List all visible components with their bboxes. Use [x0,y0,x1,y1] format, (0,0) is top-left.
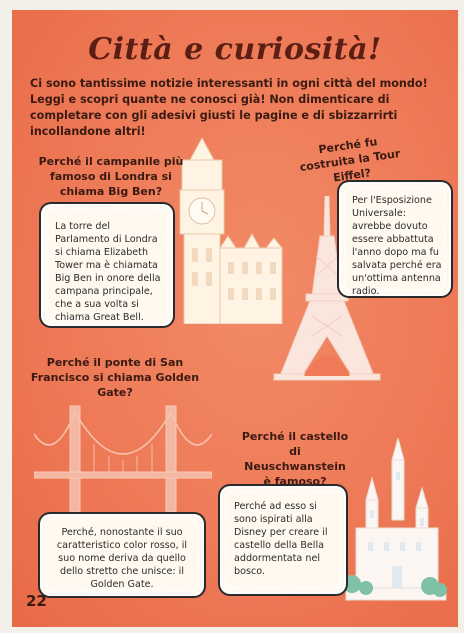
question-eiffel: Perché fu costruita la Tour Eiffel? [298,135,402,185]
castle-illustration [338,438,448,610]
page-title: Città e curiosità! [88,32,382,67]
answer-card-big-ben [43,206,171,324]
golden-gate-illustration [34,404,212,514]
answer-card-golden-gate [42,516,202,594]
answer-text-big-ben: La torre del Parlamento di Londra si chiama Elizabeth Tower ma è chiamata Big Ben in onore della campana principale, che a sua volta si chiama Great Bell. [55,221,161,323]
answer-text-golden-gate: Perché, nonostante il suo caratteristico color rosso, il suo nome deriva da quello dello stretto che unisce: il Golden Gate. [56,527,188,590]
question-big-ben: Perché il campanile più famoso di Londra si chiama Big Ben? [38,155,184,198]
answer-card-eiffel [341,184,449,297]
answer-text-eiffel: Per l'Esposizione Universale: avrebbe dovuto essere abbattuta l'anno dopo ma fu salvata perché era un'ottima antenna radio. [352,195,442,297]
answer-card-castle [222,488,344,592]
page-number: 22 [26,592,47,610]
book-page [12,10,458,627]
question-golden-gate: Perché il ponte di San Francisco si chiama Golden Gate? [30,356,200,399]
question-castle: Perché il castello di Neuschwanstein è famoso? [241,430,349,488]
intro-text: Ci sono tantissime notizie interessanti in ogni città del mondo! Leggi e scopri quante ne conosci già! Non dimenticare di completare con gli adesivi giusti le pagine e di sbizzarrirti incollandone altri! [30,77,428,138]
answer-text-castle: Perché ad esso si sono ispirati alla Disney per creare il castello della Bella addormentata nel bosco. [234,501,328,577]
